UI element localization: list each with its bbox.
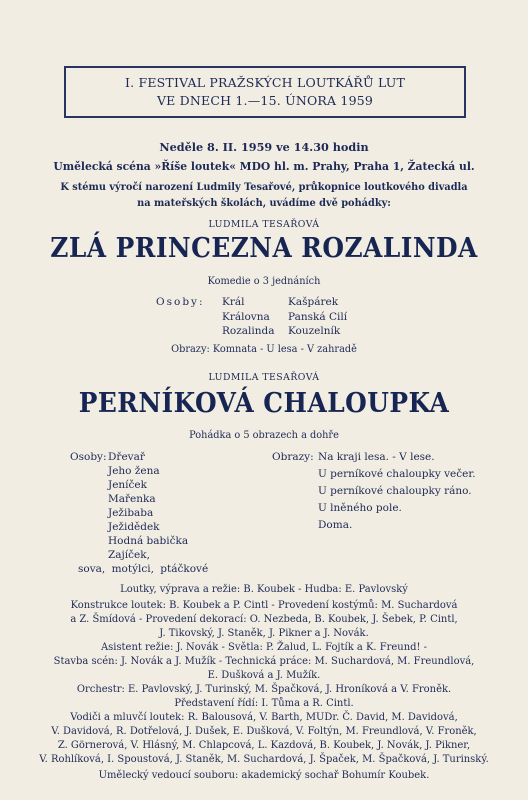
play1-person: Královna [222, 311, 270, 323]
credits-line: Z. Görnerová, V. Hlásný, M. Chlapcová, L. Kazdová, B. Koubek, J. Novák, J. Pikner, [57, 740, 471, 751]
credits-line: Vodiči a mluvčí loutek: R. Balousová, V. Barth, MUDr. Č. David, M. Davidová, [70, 712, 458, 723]
play1-title: ZLÁ PRINCEZNA ROZALINDA [50, 233, 478, 264]
play1-person: Kouzelník [288, 325, 341, 337]
play2-person: Hodná babička [108, 535, 189, 547]
venue: Umělecká scéna »Říše loutek« MDO hl. m. Prahy, Praha 1, Žatecká ul. [53, 160, 475, 173]
festival-header-box [64, 66, 466, 118]
play2-author: LUDMILA TESAŘOVÁ [208, 372, 320, 383]
play2-scene: Na kraji lesa. - V lese. [318, 451, 435, 463]
play2-person: Jeníček [108, 479, 148, 491]
play2-subtitle: Pohádka o 5 obrazech a dohře [189, 430, 339, 441]
credits-line: Orchestr: E. Pavlovský, J. Turinský, M. Špačková, J. Hroníková a V. Froněk. [76, 684, 452, 695]
credits-line: Konstrukce loutek: B. Koubek a P. Cintl - Provedení kostýmů: M. Suchardová [70, 600, 458, 611]
play2-person: Mařenka [108, 493, 156, 505]
festival-dates: VE DNECH 1.—15. ÚNORA 1959 [156, 93, 374, 108]
play2-person: sova, motýlci, ptáčkové [78, 563, 209, 575]
credits-line: J. Tikovský, J. Staněk, J. Pikner a J. Novák. [159, 628, 369, 639]
credits-line: Představení řídí: I. Tůma a R. Cintl. [174, 698, 354, 709]
play2-persons-label: Osoby: [70, 451, 107, 463]
credits-line: Asistent režie: J. Novák - Světla: P. Žalud, L. Fojtík a K. Freund! - [100, 642, 428, 653]
performance-date: Neděle 8. II. 1959 ve 14.30 hodin [159, 140, 369, 154]
play1-person: Král [222, 296, 245, 308]
credits-line: V. Davidová, R. Dotřelová, J. Dušek, E. Dušková, V. Foltýn, M. Freundlová, V. Froněk, [51, 726, 477, 737]
play1-person: Kašpárek [288, 296, 339, 308]
credits-line: Stavba scén: J. Novák a J. Mužík - Technická práce: M. Suchardová, M. Freundlová, [53, 656, 475, 667]
play2-person: Zajíček, [108, 549, 150, 561]
credits-line: E. Dušková a J. Mužík. [207, 670, 321, 681]
play2-scene: U perníkové chaloupky ráno. [318, 485, 472, 497]
play2-person: Dřevař [108, 451, 145, 463]
play1-persons-label: Osoby: [156, 296, 205, 308]
play2-title: PERNÍKOVÁ CHALOUPKA [78, 388, 450, 419]
festival-title: I. FESTIVAL PRAŽSKÝCH LOUTKÁŘŮ LUT [124, 75, 406, 90]
play2-scenes-label: Obrazy: [272, 451, 314, 463]
play1-scenes: Obrazy: Komnata - U lesa - V zahradě [171, 344, 357, 355]
intro-line-1: K stému výročí narození Ludmily Tesařové, průkopnice loutkového divadla [60, 182, 468, 193]
credits-line: Loutky, výprava a režie: B. Koubek - Hudba: E. Pavlovský [120, 584, 408, 595]
credits-line: a Z. Šmídová - Provedení dekorací: O. Nezbeda, B. Koubek, J. Šebek, P. Cintl, [70, 614, 458, 625]
credits-line: V. Rohlíková, I. Spoustová, J. Staněk, M. Suchardová, J. Špaček, M. Špačková, J. Turinský. [39, 754, 489, 765]
credits-line: Umělecký vedoucí souboru: akademický sochař Bohumír Koubek. [98, 770, 430, 781]
intro-line-2: na mateřských školách, uvádíme dvě pohádky: [137, 198, 391, 209]
play1-person: Rozalinda [222, 325, 275, 337]
play2-scene: U perníkové chaloupky večer. [318, 468, 476, 480]
play2-person: Jeho žena [108, 465, 160, 477]
play2-scene: U lněného pole. [318, 502, 402, 514]
play2-person: Ježidědek [108, 521, 160, 533]
play1-author: LUDMILA TESAŘOVÁ [208, 219, 320, 230]
play2-person: Ježibaba [108, 507, 154, 519]
play2-scene: Doma. [318, 519, 353, 531]
play1-person: Panská Cilí [288, 311, 348, 323]
play1-subtitle: Komedie o 3 jednáních [207, 276, 321, 287]
